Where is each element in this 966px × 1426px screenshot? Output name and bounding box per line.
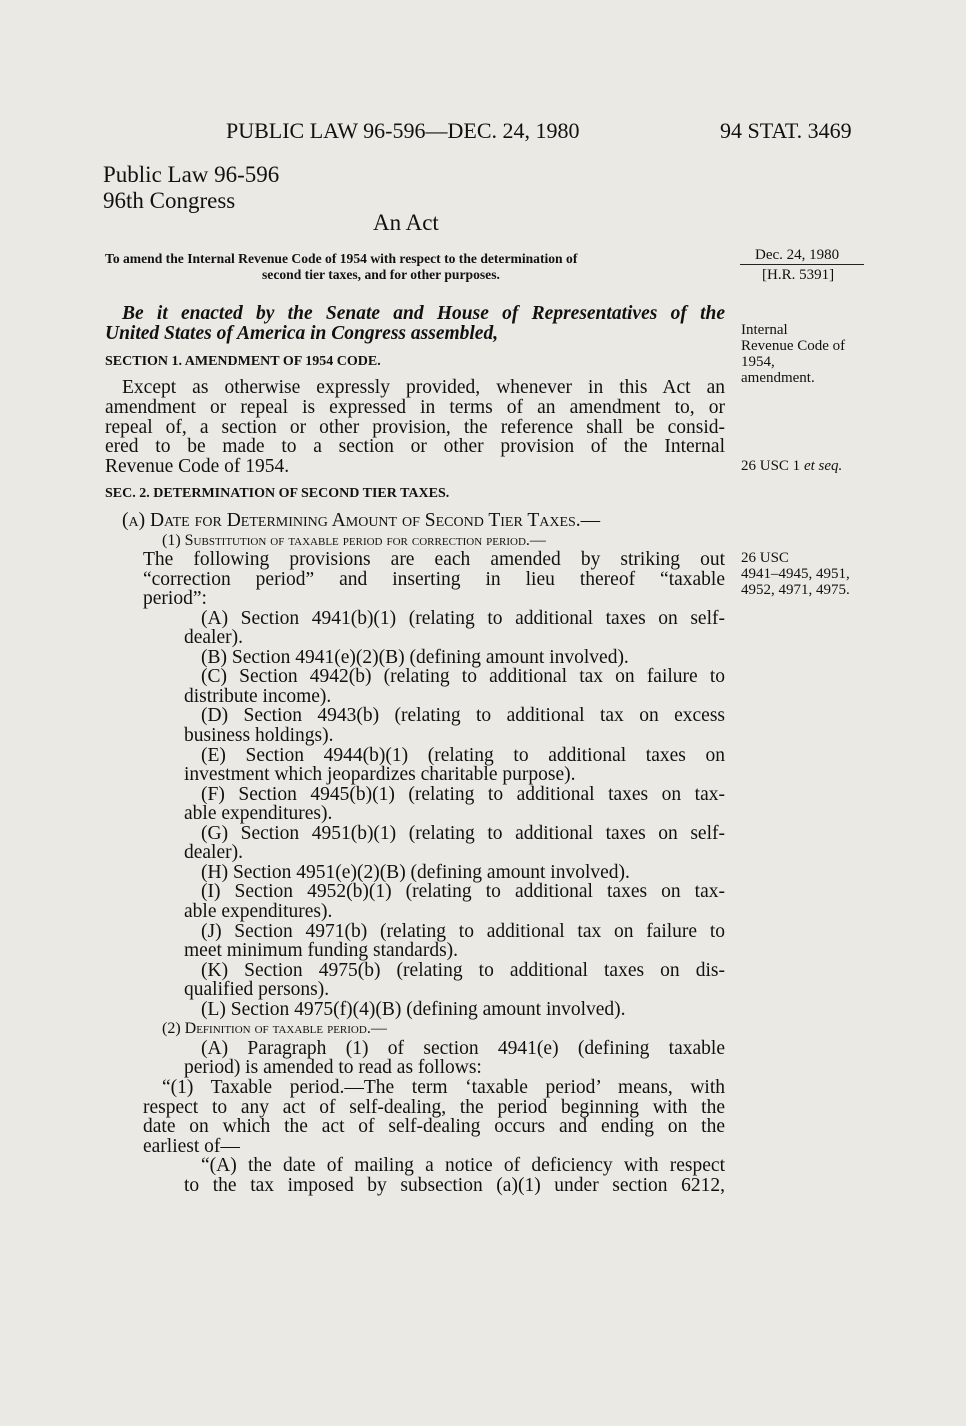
paragraph-1-line-3: period”:	[143, 588, 207, 609]
quote-line-4: earliest of—	[143, 1136, 240, 1157]
section-1-line-2: amendment or repeal is expressed in terms of an amendment to, or	[105, 397, 725, 418]
item-H-line-1: (H) Section 4951(e)(2)(B) (defining amount involved).	[201, 862, 630, 883]
item-D-line-1: (D) Section 4943(b) (relating to additional tax on excess	[201, 705, 725, 726]
item-I-line-1: (I) Section 4952(b)(1) (relating to additional taxes on tax-	[201, 881, 725, 902]
margin-irc-line-2: Revenue Code of	[741, 338, 846, 354]
purpose-line-2: second tier taxes, and for other purposes.	[262, 267, 500, 282]
margin-rule	[740, 264, 864, 265]
congress-number: 96th Congress	[103, 188, 236, 213]
item-K-line-1: (K) Section 4975(b) (relating to additional taxes on dis-	[201, 960, 725, 981]
running-title: PUBLIC LAW 96-596—DEC. 24, 1980	[226, 118, 580, 143]
item-C-line-2: distribute income).	[184, 686, 332, 707]
item-C-line-1: (C) Section 4942(b) (relating to additional tax on failure to	[201, 666, 725, 687]
enacting-line-1: Be it enacted by the Senate and House of Representatives of the	[122, 303, 725, 324]
item-F-line-1: (F) Section 4945(b)(1) (relating to additional taxes on tax-	[201, 784, 725, 805]
item-G-line-1: (G) Section 4951(b)(1) (relating to additional taxes on self-	[201, 823, 725, 844]
margin-usc-2-line-3: 4952, 4971, 4975.	[741, 582, 850, 598]
section-1-heading: SECTION 1. AMENDMENT OF 1954 CODE.	[105, 354, 381, 369]
item-F-line-2: able expenditures).	[184, 803, 333, 824]
paragraph-1-line-1: The following provisions are each amended by striking out	[143, 549, 725, 570]
section-1-line-3: repeal of, a section or other provision, the reference shall be consid-	[105, 417, 725, 438]
item-A-line-1: (A) Section 4941(b)(1) (relating to additional taxes on self-	[201, 608, 725, 629]
paragraph-2A-line-1: (A) Paragraph (1) of section 4941(e) (defining taxable	[201, 1038, 725, 1059]
item-D-line-2: business holdings).	[184, 725, 334, 746]
stat-reference: 94 STAT. 3469	[720, 118, 852, 143]
item-E-line-2: investment which jeopardizes charitable purpose).	[184, 764, 576, 785]
enacting-line-2: United States of America in Congress assembled,	[105, 323, 499, 344]
section-2-heading: SEC. 2. DETERMINATION OF SECOND TIER TAXES.	[105, 486, 450, 501]
item-I-line-2: able expenditures).	[184, 901, 333, 922]
quote-line-3: date on which the act of self-dealing occurs and ending on the	[143, 1116, 725, 1137]
act-heading: An Act	[373, 210, 439, 235]
item-G-line-2: dealer).	[184, 842, 243, 863]
item-J-line-2: meet minimum funding standards).	[184, 940, 459, 961]
quote-line-1: “(1) Taxable period.—The term ‘taxable period’ means, with	[162, 1077, 725, 1098]
section-1-line-4: ered to be made to a section or other provision of the Internal	[105, 436, 725, 457]
item-E-line-1: (E) Section 4944(b)(1) (relating to additional taxes on	[201, 745, 725, 766]
margin-bill-number: [H.R. 5391]	[762, 267, 835, 283]
item-L-line-1: (L) Section 4975(f)(4)(B) (defining amount involved).	[201, 999, 626, 1020]
law-number: Public Law 96-596	[103, 162, 280, 187]
margin-usc-1	[741, 458, 842, 474]
subsection-a-heading: (a) Date for Determining Amount of Second Tier Taxes.—	[122, 510, 601, 531]
margin-irc-line-3: 1954,	[741, 354, 775, 370]
paragraph-1-line-2: “correction period” and inserting in lieu thereof “taxable	[143, 569, 725, 590]
paragraph-2-heading: (2) Definition of taxable period.—	[162, 1020, 387, 1037]
margin-usc-1-italic: et seq.	[803, 458, 843, 474]
item-K-line-2: qualified persons).	[184, 979, 330, 1000]
margin-usc-2-line-1: 26 USC	[741, 550, 789, 566]
paragraph-2A-line-2: period) is amended to read as follows:	[184, 1057, 482, 1078]
quote-line-2: respect to any act of self-dealing, the period beginning with the	[143, 1097, 725, 1118]
margin-date: Dec. 24, 1980	[755, 247, 840, 263]
section-1-line-1: Except as otherwise expressly provided, whenever in this Act an	[122, 377, 725, 398]
paragraph-1-heading: (1) Substitution of taxable period for correction period.—	[162, 532, 546, 549]
item-A-line-2: dealer).	[184, 627, 243, 648]
margin-usc-1-main: 26 USC 1	[741, 458, 804, 474]
quote-line-5: “(A) the date of mailing a notice of deficiency with respect	[201, 1155, 725, 1176]
margin-irc-line-1: Internal	[741, 322, 788, 338]
margin-irc-line-4: amendment.	[741, 370, 815, 386]
item-J-line-1: (J) Section 4971(b) (relating to additional tax on failure to	[201, 921, 725, 942]
quote-line-6: to the tax imposed by subsection (a)(1) under section 6212,	[184, 1175, 725, 1196]
purpose-line-1: To amend the Internal Revenue Code of 1954 with respect to the determination of	[105, 251, 578, 266]
margin-usc-2-line-2: 4941–4945, 4951,	[741, 566, 850, 582]
section-1-line-5: Revenue Code of 1954.	[105, 456, 290, 477]
item-B-line-1: (B) Section 4941(e)(2)(B) (defining amount involved).	[201, 647, 629, 668]
